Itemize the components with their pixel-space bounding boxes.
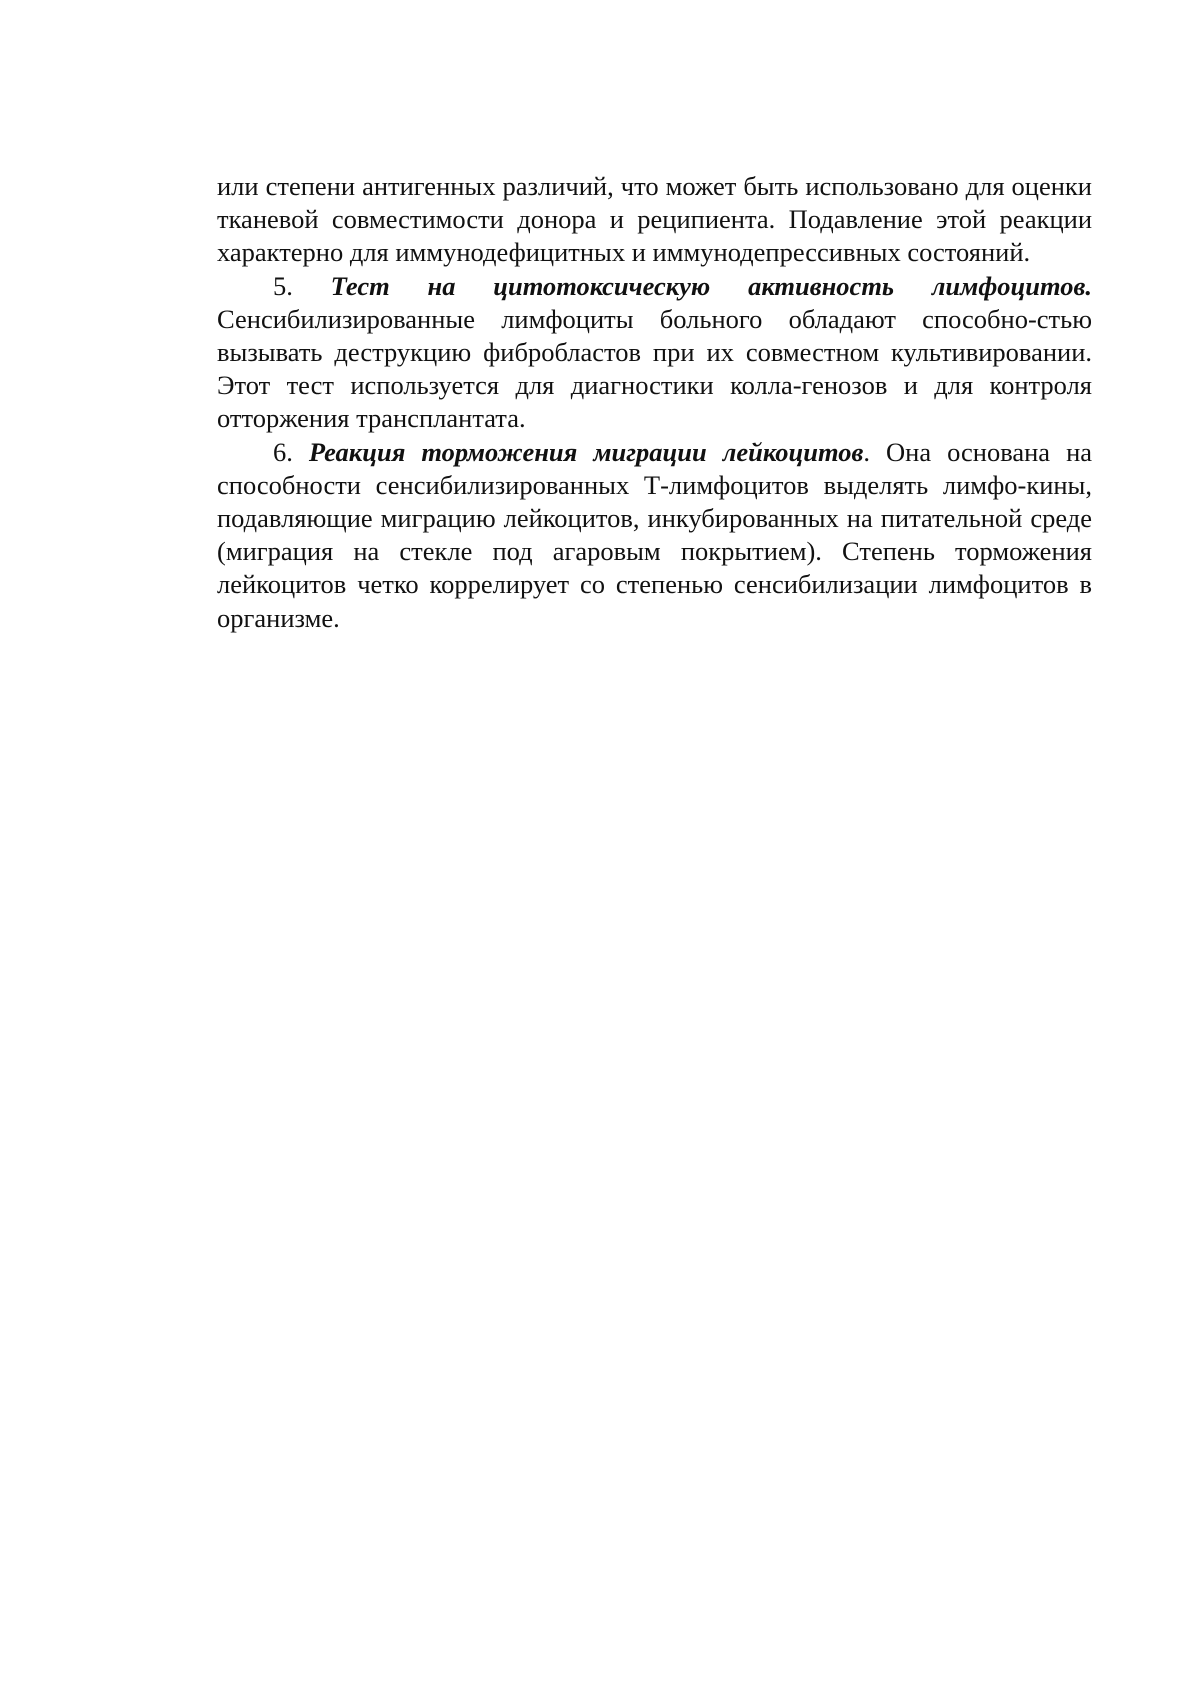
paragraph-continuation (217, 170, 1092, 270)
item-heading: Реакция торможения миграции лейкоцитов (308, 436, 864, 467)
item-heading: Тест на цитотоксическую активность лимфоцитов. (330, 270, 1092, 301)
document-body (217, 170, 1092, 635)
heading-punctuation: . (863, 436, 870, 467)
paragraph-body: Она основана на способности сенсибилизированных Т-лимфоцитов выделять лимфо-кины, подавляющие миграцию лейкоцитов, инкубированных на питательной среде (миграция на стекле под агаровым покрытием). Степень торможения лейкоцитов четко коррелирует со степенью сенсибилизации лимфоцитов в организме. (217, 436, 1093, 633)
paragraph-body: или степени антигенных различий, что может быть использовано для оценки тканевой совместимости донора и реципиента. Подавление этой реакции характерно для иммунодефицитных и иммунодепрессивных состояний. (217, 171, 1092, 268)
item-number: 5. (273, 270, 293, 301)
paragraph-item-6 (217, 436, 1092, 635)
paragraph-body: Сенсибилизированные лимфоциты больного обладают способно-стью вызывать деструкцию фибробластов при их совместном культивировании. Этот тест используется для диагностики колла-генозов и для контроля отторжения трансплантата. (217, 303, 1092, 434)
item-number: 6. (273, 436, 293, 467)
paragraph-item-5 (217, 270, 1092, 436)
